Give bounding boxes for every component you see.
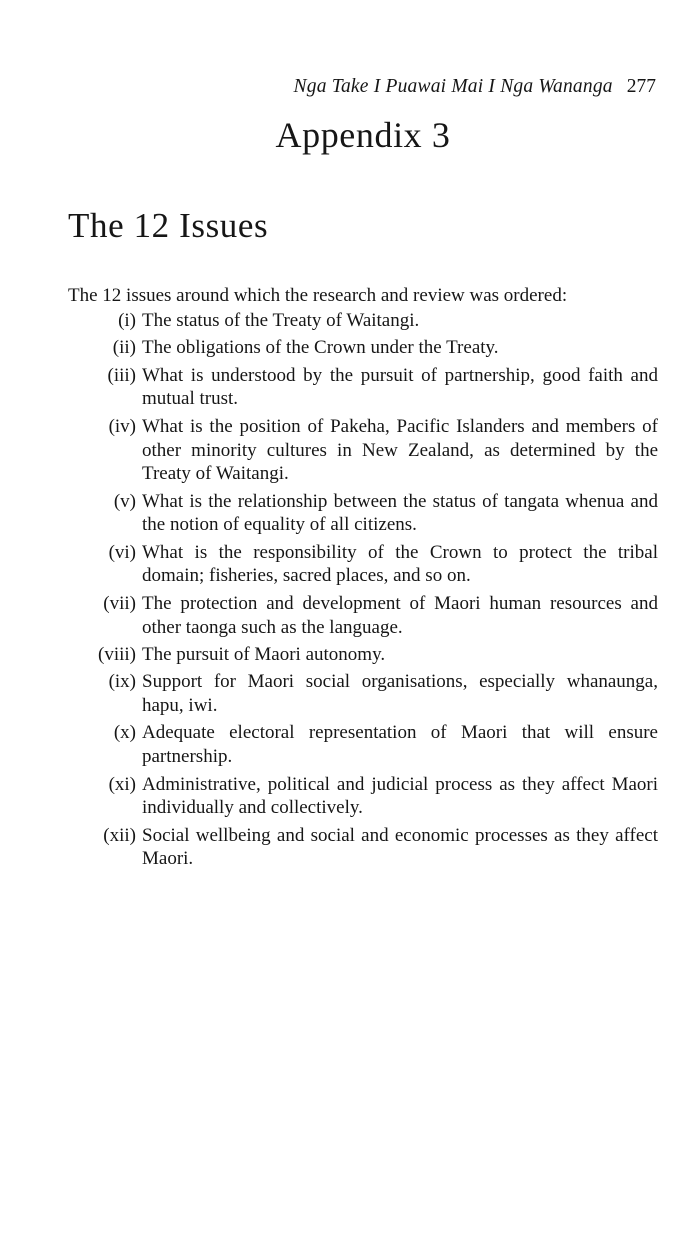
- issue-text: What is the relationship between the status of tangata whenua and the notion of equality of all citizens.: [142, 490, 658, 536]
- issue-number: (viii): [98, 643, 136, 665]
- issue-item: [68, 541, 658, 588]
- issue-text: What is understood by the pursuit of partnership, good faith and mutual trust.: [142, 364, 658, 410]
- issue-item: [68, 309, 658, 333]
- issue-text: The pursuit of Maori autonomy.: [142, 643, 386, 665]
- issue-text: The status of the Treaty of Waitangi.: [142, 310, 420, 331]
- issues-list: [68, 309, 658, 875]
- issue-number: (x): [113, 722, 136, 744]
- issue-number: (iv): [108, 415, 136, 437]
- issue-text: Administrative, political and judicial process as they affect Maori individually and collectively.: [142, 773, 658, 819]
- issue-text: What is the position of Pakeha, Pacific Islanders and members of other minority cultures in New Zealand, as determined by the Treaty of Waitangi.: [142, 415, 658, 485]
- issue-item: [68, 364, 658, 411]
- issue-text: Adequate electoral representation of Maori that will ensure partnership.: [142, 722, 658, 768]
- issue-number: (xi): [108, 773, 136, 795]
- issue-number: (v): [113, 490, 136, 512]
- running-head: [0, 74, 656, 100]
- issue-item: [68, 415, 658, 486]
- running-head-title: Nga Take I Puawai Mai I Nga Wananga: [293, 76, 613, 97]
- issue-item: [68, 824, 658, 871]
- page-number: 277: [626, 76, 656, 97]
- issue-number: (i): [118, 310, 136, 331]
- section-title: The 12 Issues: [68, 206, 269, 245]
- issue-item: [68, 643, 658, 667]
- appendix-title: Appendix 3: [275, 115, 451, 155]
- issue-number: (ix): [108, 671, 136, 693]
- issue-text: Support for Maori social organisations, especially whanaunga, hapu, iwi.: [142, 671, 658, 717]
- issue-text: Social wellbeing and social and economic processes as they affect Maori.: [142, 824, 658, 870]
- issue-number: (ii): [112, 337, 136, 359]
- issue-item: [68, 490, 658, 537]
- issue-item: [68, 721, 658, 768]
- issue-item: [68, 336, 658, 360]
- intro-paragraph: The 12 issues around which the research and review was ordered:: [68, 285, 568, 306]
- issue-number: (iii): [107, 364, 136, 386]
- issue-number: (vi): [108, 541, 136, 563]
- issue-text: The obligations of the Crown under the Treaty.: [142, 337, 499, 359]
- issue-item: [68, 592, 658, 639]
- issue-text: What is the responsibility of the Crown to protect the tribal domain; fisheries, sacred places, and so on.: [142, 541, 658, 587]
- issue-item: [68, 670, 658, 717]
- issue-number: (xii): [103, 824, 136, 846]
- issue-item: [68, 773, 658, 820]
- issue-number: (vii): [103, 592, 136, 614]
- issue-text: The protection and development of Maori human resources and other taonga such as the language.: [142, 592, 658, 638]
